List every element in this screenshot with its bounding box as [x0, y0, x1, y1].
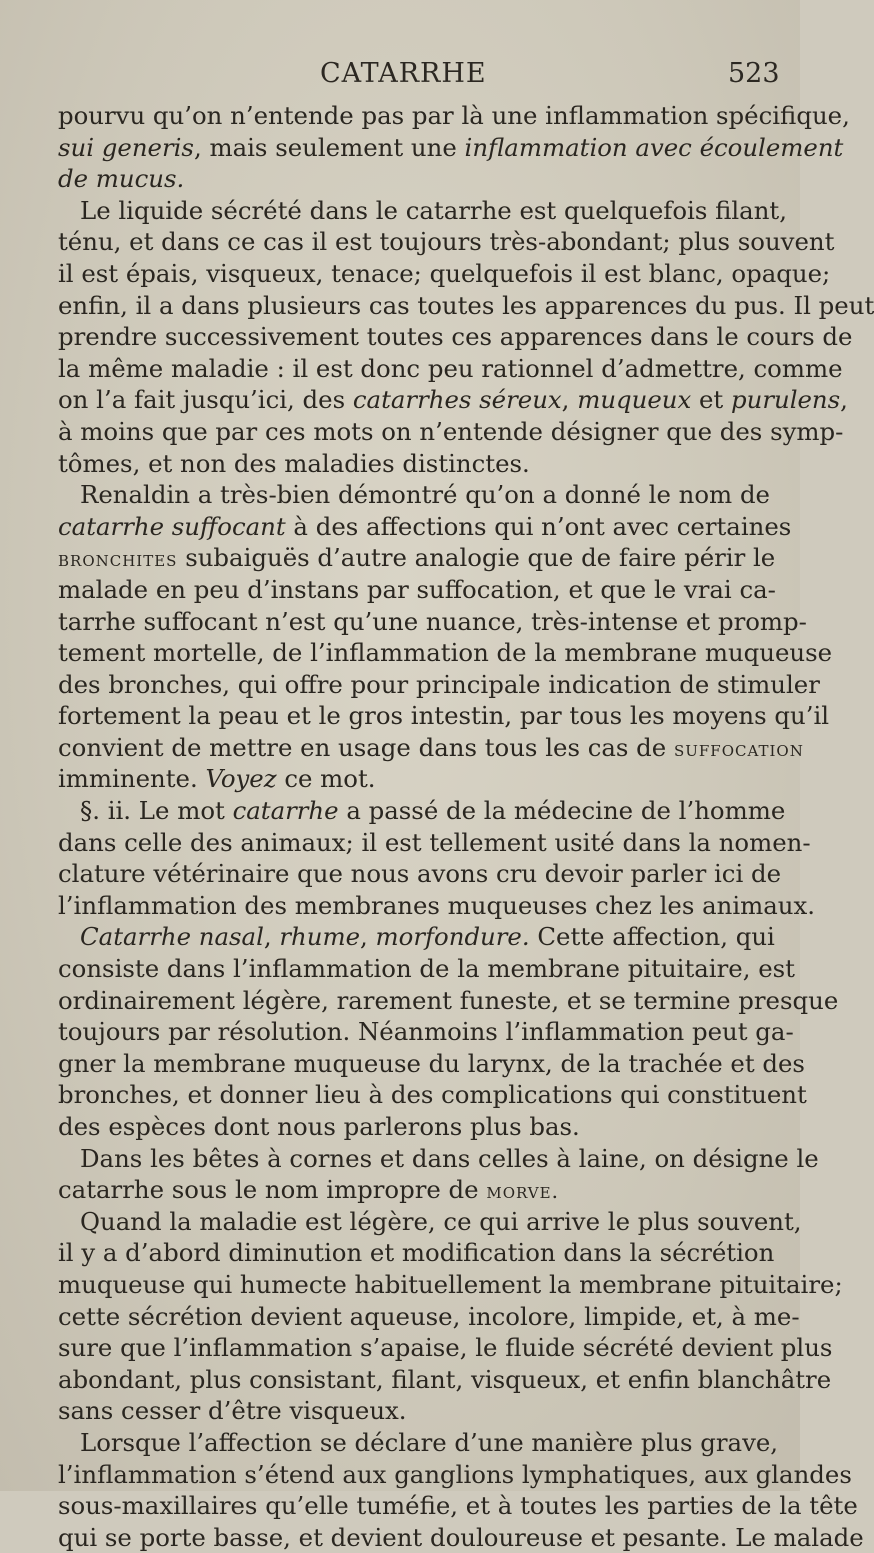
text-run: la même maladie : il est donc peu rationnel d’admettre, comme	[58, 353, 843, 383]
text-line	[58, 700, 830, 732]
text-run: de mucus.	[58, 164, 185, 194]
text-line	[58, 1522, 864, 1553]
text-line	[58, 195, 787, 227]
text-run: ,	[263, 922, 280, 952]
text-line	[58, 732, 804, 764]
text-line	[58, 132, 844, 164]
text-line	[58, 921, 775, 953]
text-line	[58, 574, 776, 606]
text-line	[58, 1174, 770, 1206]
text-line	[58, 1395, 770, 1427]
text-run: sous-maxillaires qu’elle tuméfie, et à toutes les parties de la tête	[58, 1491, 858, 1521]
text-run: pourvu qu’on n’entende pas par là une inflammation spécifique,	[58, 101, 850, 130]
text-run: Catarrhe nasal	[80, 922, 264, 952]
text-run: , mais seulement une	[193, 132, 465, 162]
text-run: Cette affection, qui	[529, 922, 775, 952]
text-line	[58, 1364, 832, 1396]
text-run: ,	[360, 922, 376, 952]
text-run: ordinairement légère, rarement funeste, et se termine presque	[58, 985, 839, 1015]
text-run: catarrhe sous le nom impropre de	[58, 1175, 487, 1205]
text-run: prendre successivement toutes ces apparences dans le cours de	[58, 322, 853, 352]
text-run: catarrhe suffocant	[58, 511, 286, 541]
text-line	[58, 890, 816, 922]
text-line	[58, 384, 848, 416]
text-run: sans cesser d’être visqueux.	[58, 1396, 407, 1426]
text-run: Lorsque l’affection se déclare d’une manière plus grave,	[80, 1427, 779, 1457]
text-run: ténu, et dans ce cas il est toujours très-abondant; plus souvent	[58, 227, 835, 257]
text-run: à des affections qui n’ont avec certaines	[285, 511, 792, 541]
text-run: consiste dans l’inflammation de la membrane pituitaire, est	[58, 954, 795, 984]
text-run: et	[691, 385, 731, 415]
text-line	[58, 1490, 858, 1522]
text-run: catarrhes séreux	[352, 385, 562, 415]
body-text	[58, 100, 874, 1553]
text-run: on l’a fait jusqu’ici, des	[58, 385, 353, 415]
text-run: tement mortelle, de l’inflammation de la membrane muqueuse	[58, 638, 833, 668]
text-run: inflammation avec écoulement	[464, 132, 844, 162]
text-run: ce mot.	[276, 764, 376, 794]
text-line	[58, 795, 786, 827]
text-line	[58, 100, 850, 132]
text-run: dans celle des animaux; il est tellement usité dans la nomen-	[58, 827, 811, 857]
text-run: enfin, il a dans plusieurs cas toutes les apparences du pus. Il peut	[58, 290, 874, 320]
text-line	[58, 763, 770, 795]
text-line	[58, 637, 833, 669]
text-line	[58, 1459, 852, 1491]
running-title: CATARRHE	[320, 58, 487, 89]
text-line	[58, 542, 776, 574]
text-run: morve.	[486, 1179, 560, 1204]
text-line	[58, 606, 807, 638]
text-run: il y a d’abord diminution et modification dans la sécrétion	[58, 1238, 775, 1268]
text-run: bronchites	[58, 547, 178, 572]
text-line	[58, 1048, 805, 1080]
text-line	[58, 321, 853, 353]
text-run: des bronches, qui offre pour principale indication de stimuler	[58, 669, 820, 699]
text-run: fortement la peau et le gros intestin, par tous les moyens qu’il	[58, 701, 830, 731]
text-run: l’inflammation s’étend aux ganglions lymphatiques, aux glandes	[58, 1459, 852, 1489]
text-run: Voyez	[205, 764, 277, 794]
text-line	[58, 1079, 807, 1111]
text-run: muqueuse qui humecte habituellement la membrane pituitaire;	[58, 1269, 843, 1299]
text-line	[58, 1206, 802, 1238]
text-run: malade en peu d’instans par suffocation, et que le vrai ca-	[58, 574, 776, 604]
text-run: morfondure.	[375, 922, 530, 952]
text-line	[58, 1111, 770, 1143]
text-run: des espèces dont nous parlerons plus bas.	[58, 1112, 580, 1141]
text-run: Le liquide sécrété dans le catarrhe est quelquefois filant,	[80, 195, 787, 225]
text-run: rhume	[279, 922, 361, 952]
text-run: à moins que par ces mots on n’entende désigner que des symp-	[58, 416, 844, 446]
text-run: purulens	[731, 385, 841, 415]
text-run: ,	[840, 385, 848, 415]
text-line	[58, 416, 844, 448]
text-run: abondant, plus consistant, filant, visqueux, et enfin blanchâtre	[58, 1364, 832, 1394]
text-run: tarrhe suffocant n’est qu’une nuance, très-intense et promp-	[58, 606, 807, 636]
text-run: a passé de la médecine de l’homme	[338, 796, 786, 826]
text-run: subaiguës d’autre analogie que de faire périr le	[177, 543, 776, 573]
text-run: ,	[561, 385, 578, 415]
text-line	[58, 290, 874, 322]
text-line	[58, 985, 839, 1017]
text-line	[58, 1016, 794, 1048]
page-number: 523	[728, 58, 780, 89]
text-run: catarrhe	[232, 796, 339, 826]
text-line	[58, 1269, 843, 1301]
text-run: bronches, et donner lieu à des complications qui constituent	[58, 1080, 807, 1110]
text-line	[58, 353, 843, 385]
text-line	[58, 163, 770, 195]
text-line	[58, 669, 820, 701]
text-run: §. ii. Le mot	[80, 796, 233, 826]
text-run: toujours par résolution. Néanmoins l’inflammation peut ga-	[58, 1017, 794, 1047]
text-line	[58, 827, 811, 859]
text-run: tômes, et non des maladies distinctes.	[58, 448, 530, 478]
text-line	[58, 448, 770, 480]
text-line	[58, 258, 831, 290]
text-run: sure que l’inflammation s’apaise, le fluide sécrété devient plus	[58, 1333, 833, 1363]
text-run: imminente.	[58, 764, 206, 794]
text-run: Quand la maladie est légère, ce qui arrive le plus souvent,	[80, 1206, 802, 1236]
text-line	[58, 1332, 833, 1364]
text-run: qui se porte basse, et devient douloureuse et pesante. Le malade	[58, 1522, 864, 1552]
text-line	[58, 1427, 779, 1459]
text-line	[58, 511, 792, 543]
text-line	[58, 953, 795, 985]
text-run: cette sécrétion devient aqueuse, incolore, limpide, et, à me-	[58, 1301, 800, 1331]
text-run: Dans les bêtes à cornes et dans celles à laine, on désigne le	[80, 1143, 819, 1173]
text-line	[58, 1237, 775, 1269]
text-line	[58, 1301, 800, 1333]
text-line	[58, 1143, 819, 1175]
text-run: sui generis	[58, 132, 194, 162]
text-run: Renaldin a très-bien démontré qu’on a donné le nom de	[80, 480, 770, 510]
text-run: convient de mettre en usage dans tous les cas de	[58, 732, 674, 762]
page-header	[0, 58, 800, 98]
text-line	[58, 479, 770, 511]
text-run: l’inflammation des membranes muqueuses chez les animaux.	[58, 890, 816, 920]
text-run: clature vétérinaire que nous avons cru devoir parler ici de	[58, 859, 782, 889]
text-run: gner la membrane muqueuse du larynx, de la trachée et des	[58, 1048, 805, 1078]
text-run: suffocation	[673, 736, 804, 761]
text-line	[58, 226, 835, 258]
text-line	[58, 858, 782, 890]
text-run: il est épais, visqueux, tenace; quelquefois il est blanc, opaque;	[58, 258, 831, 288]
text-run: muqueux	[577, 385, 692, 415]
